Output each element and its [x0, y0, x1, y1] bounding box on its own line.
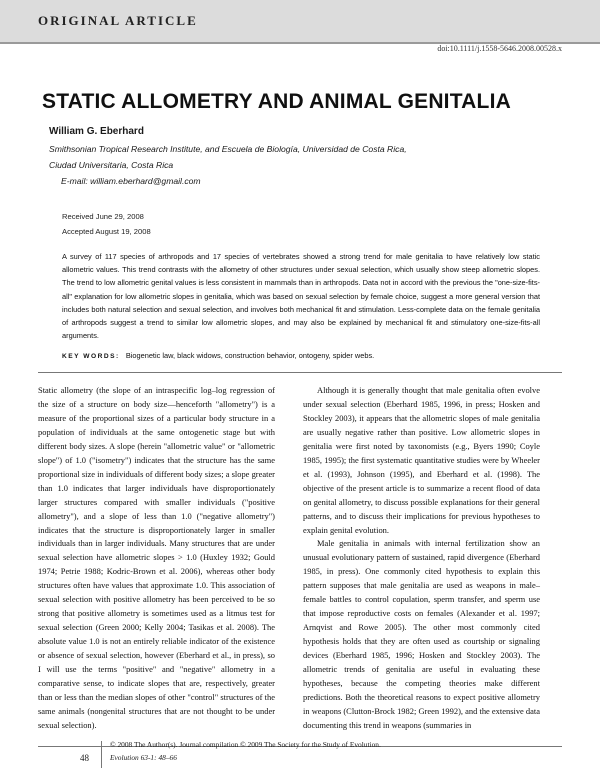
article-title: STATIC ALLOMETRY AND ANIMAL GENITALIA [42, 90, 511, 113]
keywords-rule [38, 372, 562, 373]
received-date: Received June 29, 2008 [62, 212, 144, 221]
body-paragraph: Male genitalia in animals with internal fertilization show an unusual evolutionary pattern of sustained, rapid divergence (Eberhard 1985, in press). One commonly cited hypothesis to explain this pattern supposes that male genitalia are used as weapons in male–female battles to control copulation, sperm transfer, and sperm use that impose reproductive costs on females (Alexander et al. 1997; Arnqvist and Rowe 2005). The other most commonly cited hypothesis holds that they are often used as courtship or signaling devices (Eberhard 1985, 1996; Hosken and Stockley 2003). The allometric trends of genitalia are useful in evaluating these hypotheses, because the competing theories make different predictions. Both the theoretical reasons to expect positive allometry in weapons (Clutton-Brock 1982; Green 1992), and the extensive data documenting this trend in weapons (summaries in [303, 538, 540, 730]
journal-citation: Evolution 63-1: 48–66 [110, 753, 177, 762]
author-email[interactable]: E-mail: william.eberhard@gmail.com [61, 176, 201, 186]
accepted-date: Accepted August 19, 2008 [62, 227, 151, 236]
page-number: 48 [80, 753, 89, 763]
footer-divider [101, 741, 102, 768]
body-paragraph: Static allometry (the slope of an intraspecific log–log regression of the size of a structure on body size—henceforth "allometry") is a measure of the proportional sizes of a particular body structure in a population of individuals at the same ontogenetic stage but with different body sizes. A slope (herein "allometric value" or "allometric slope") of 1.0 ("isometry") indicates that the structure has the same proportional size in individuals of different body sizes; a slope greater than 1.0 indicates that larger individuals have disproportionately larger structures compared with smaller individuals ("positive allometry"), and a slope of less than 1.0 ("negative allometry") indicates that the structure is disproportionately larger in smaller individuals than in larger individuals. Many structures that are under sexual selection have allometric slopes > 1.0 (Huxley 1932; Gould 1974; Petrie 1988; Kodric-Brown et al. 2006), whereas other body structures often have values that approximate 1.0. This association of sexual selection with positive allometry has been perceived to be so strong that positive allometry is sometimes used as a litmus test for sexual selection (Green 2000; Kelly 2004; Tasikas et al. 2008). The absolute value 1.0 is not an entirely reliable indicator of the existence or absence of sexual selection, however (Eberhard et al., in press), so I will use the terms "positive" and "negative" allometry in a comparative sense, to indicate slopes that are, respectively, greater than or less than the median slopes of other "control" structures of the same animals (nongenital structures that are not thought to be under sexual selection). [38, 385, 275, 730]
abstract: A survey of 117 species of arthropods and 17 species of vertebrates showed a strong trend for male genitalia to have relatively low static allometric values. This trend contrasts with the allometry of other structures under sexual selection, which usually show steep allometric slopes. The trend to low allometric genital values is less consistent in mammals than in arthropods. Data not in accord with the previous the "one-size-fits-all" explanation for low allometric slopes in genitalia, which was based on sexual selection by female choice, suggest a more general version that includes both natural selection and sexual selection, and involves both mechanical fit and stimulation. Less-complete data on the female genitalia of arthropods suggest a trend to similar low allometric slopes, and may also be explained by mechanical fit and stimulatory one-size-fits-all arguments. [62, 252, 540, 341]
keywords-text: Biogenetic law, black widows, construction behavior, ontogeny, spider webs. [125, 351, 375, 360]
author-name: William G. Eberhard [49, 126, 144, 137]
copyright-notice: © 2008 The Author(s). Journal compilation © 2009 The Society for the Study of Evolution. [110, 740, 381, 749]
article-type-label: ORIGINAL ARTICLE [38, 13, 198, 28]
doi[interactable]: doi:10.1111/j.1558-5646.2008.00528.x [437, 44, 562, 53]
keywords-label: KEY WORDS: [62, 353, 120, 360]
body-paragraph: Although it is generally thought that male genitalia often evolve under sexual selection (Eberhard 1985, 1996, in press; Hosken and Stockley 2003), it appears that the allometric slopes of male genitalia are usually negative rather than positive. Low allometric slopes in genitalia were first noted by taxonomists (e.g., Byers 1990; Coyle 1985, 1995); the first systematic quantitative studies were by Wheeler et al. (1993), Johnson (1995), and Eberhard et al. (1998). The objective of the present article is to summarize a recent flood of data on genital allometry, to discuss possible explanations for their general patterns, and to discuss their implications for previous hypotheses to explain genital evolution. [303, 385, 540, 535]
affiliation-line-2: Ciudad Universitaria, Costa Rica [49, 160, 174, 170]
keywords [62, 351, 374, 360]
body-column-left [38, 384, 275, 733]
affiliation-line-1: Smithsonian Tropical Research Institute, and Escuela de Biología, Universidad de Costa Rica, [49, 144, 407, 154]
body-column-right [303, 384, 540, 733]
